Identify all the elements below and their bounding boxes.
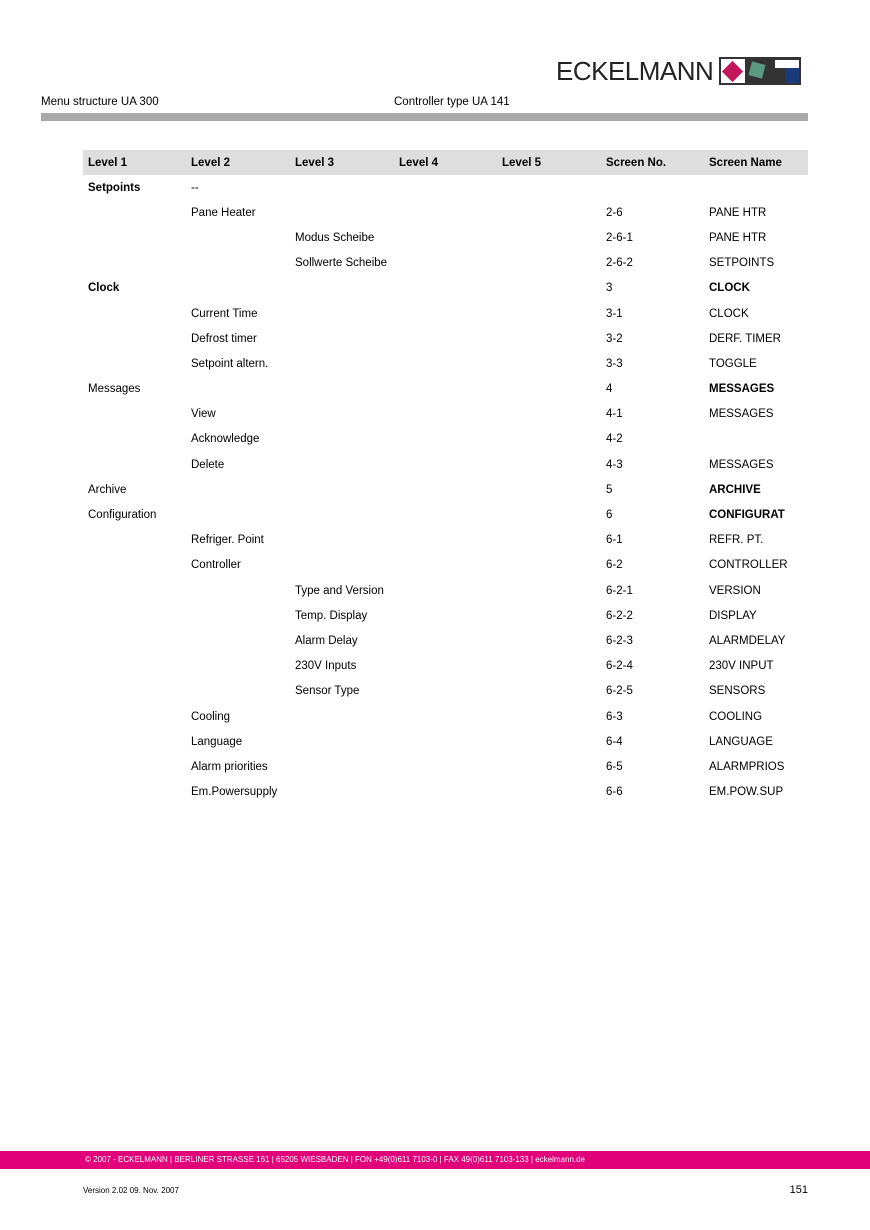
level4-cell [394, 200, 497, 225]
screen-number-cell: 6-1 [606, 534, 623, 547]
level5-cell [497, 502, 601, 527]
level2-cell: Refriger. Point [191, 534, 264, 547]
level5-cell [497, 175, 601, 200]
table-row [83, 175, 808, 200]
level5-cell [497, 528, 601, 553]
screen-name-cell: CONFIGURAT [709, 509, 785, 522]
table-row [83, 780, 808, 805]
level4-cell [394, 628, 497, 653]
level3-cell [290, 200, 394, 225]
header-controller-type: Controller type UA 141 [394, 96, 510, 108]
screen-name-cell: COOLING [709, 710, 763, 723]
level1-cell [83, 351, 186, 376]
level5-cell [497, 377, 601, 402]
level2-cell [186, 654, 290, 679]
level5-cell [497, 628, 601, 653]
table-row [83, 377, 808, 402]
level1-cell [83, 225, 186, 250]
level2-cell [186, 251, 290, 276]
screen-number-cell: 4 [606, 383, 613, 396]
screen-name-cell: TOGGLE [709, 357, 757, 370]
level5-cell [497, 704, 601, 729]
screen-number-cell: 6-2-3 [606, 634, 633, 647]
screen-name-cell: CONTROLLER [709, 559, 788, 572]
level4-cell [394, 225, 497, 250]
level1-cell [83, 679, 186, 704]
screen-number-cell: 6-2-5 [606, 685, 633, 698]
level5-cell [497, 553, 601, 578]
screen-number-cell: 2-6-1 [606, 231, 633, 244]
level4-cell [394, 351, 497, 376]
screen-number-cell: 6-2-1 [606, 584, 633, 597]
column-header: Level 1 [83, 150, 186, 175]
screen-number-cell: 3-1 [606, 307, 623, 320]
level4-cell [394, 704, 497, 729]
menu-structure-table [83, 150, 808, 805]
level1-cell: Messages [88, 383, 141, 396]
level2-cell [186, 377, 290, 402]
level2-cell: Acknowledge [191, 433, 260, 446]
level5-cell [497, 402, 601, 427]
screen-name-cell [704, 427, 808, 452]
table-row [83, 276, 808, 301]
level2-cell [186, 225, 290, 250]
table-row [83, 200, 808, 225]
level2-cell: View [191, 408, 216, 421]
screen-name-cell: CLOCK [709, 282, 750, 295]
level5-cell [497, 326, 601, 351]
level1-cell [83, 251, 186, 276]
level2-cell: Cooling [191, 710, 230, 723]
screen-name-cell: SETPOINTS [709, 257, 775, 270]
table-row [83, 225, 808, 250]
level3-cell [290, 780, 394, 805]
table-row [83, 628, 808, 653]
column-header: Screen Name [704, 150, 808, 175]
logo-mark-icon [719, 57, 801, 85]
level1-cell [83, 301, 186, 326]
level4-cell [394, 402, 497, 427]
screen-name-cell: EM.POW.SUP [709, 786, 784, 799]
screen-number-cell: 6-4 [606, 735, 623, 748]
level4-cell [394, 452, 497, 477]
column-header: Level 4 [394, 150, 497, 175]
table-row [83, 402, 808, 427]
screen-number-cell: 4-1 [606, 408, 623, 421]
level1-cell [83, 427, 186, 452]
level4-cell [394, 528, 497, 553]
header-rule [41, 113, 808, 121]
level4-cell [394, 603, 497, 628]
table-row [83, 452, 808, 477]
level4-cell [394, 654, 497, 679]
level3-cell [290, 175, 394, 200]
level2-cell [186, 276, 290, 301]
screen-name-cell: LANGUAGE [709, 735, 773, 748]
screen-name-cell: ARCHIVE [709, 483, 761, 496]
level4-cell [394, 301, 497, 326]
level3-cell [290, 326, 394, 351]
screen-name-cell: MESSAGES [709, 408, 774, 421]
screen-name-cell: SENSORS [709, 685, 766, 698]
level1-cell [83, 603, 186, 628]
level3-cell [290, 528, 394, 553]
level4-cell [394, 729, 497, 754]
column-header: Level 3 [290, 150, 394, 175]
table-body [83, 175, 808, 805]
level2-cell: Pane Heater [191, 206, 256, 219]
level5-cell [497, 225, 601, 250]
level2-cell [186, 628, 290, 653]
screen-number-cell: 5 [606, 483, 613, 496]
level4-cell [394, 175, 497, 200]
level3-cell: Sensor Type [295, 685, 360, 698]
page-number: 151 [789, 1184, 808, 1196]
screen-name-cell: PANE HTR [709, 206, 767, 219]
level5-cell [497, 654, 601, 679]
level3-cell [290, 704, 394, 729]
table-row [83, 326, 808, 351]
level2-cell: -- [191, 181, 199, 194]
level3-cell: Type and Version [295, 584, 384, 597]
level4-cell [394, 477, 497, 502]
level5-cell [497, 301, 601, 326]
level2-cell [186, 603, 290, 628]
level5-cell [497, 780, 601, 805]
level1-cell [83, 200, 186, 225]
level2-cell: Setpoint altern. [191, 357, 269, 370]
screen-name-cell: VERSION [709, 584, 761, 597]
screen-name-cell [704, 175, 808, 200]
screen-name-cell: DISPLAY [709, 609, 757, 622]
table-row [83, 251, 808, 276]
level3-cell [290, 301, 394, 326]
level2-cell: Defrost timer [191, 332, 257, 345]
table-header-row [83, 150, 808, 175]
level3-cell [290, 377, 394, 402]
screen-number-cell [601, 175, 704, 200]
level4-cell [394, 251, 497, 276]
level5-cell [497, 276, 601, 301]
red-diamond-icon [719, 57, 745, 85]
table-row [83, 502, 808, 527]
level3-cell [290, 427, 394, 452]
level2-cell: Alarm priorities [191, 760, 268, 773]
level4-cell [394, 679, 497, 704]
level4-cell [394, 578, 497, 603]
level1-cell [83, 402, 186, 427]
level2-cell: Current Time [191, 307, 258, 320]
level2-cell [186, 679, 290, 704]
version-info: Version 2.02 09. Nov. 2007 [83, 1186, 179, 1195]
screen-number-cell: 4-3 [606, 458, 623, 471]
table-row [83, 679, 808, 704]
screen-number-cell: 3-3 [606, 357, 623, 370]
level1-cell [83, 326, 186, 351]
level4-cell [394, 276, 497, 301]
screen-number-cell: 6-2 [606, 559, 623, 572]
level5-cell [497, 603, 601, 628]
screen-number-cell: 3 [606, 282, 613, 295]
level2-cell: Language [191, 735, 243, 748]
screen-number-cell: 4-2 [606, 433, 623, 446]
level5-cell [497, 578, 601, 603]
level3-cell: Alarm Delay [295, 634, 358, 647]
level1-cell [83, 628, 186, 653]
level5-cell [497, 351, 601, 376]
level1-cell: Clock [88, 282, 120, 295]
level4-cell [394, 427, 497, 452]
screen-number-cell: 6-5 [606, 760, 623, 773]
level3-cell [290, 502, 394, 527]
level2-cell [186, 578, 290, 603]
table-row [83, 528, 808, 553]
screen-name-cell: PANE HTR [709, 231, 767, 244]
level5-cell [497, 477, 601, 502]
screen-name-cell: CLOCK [709, 307, 749, 320]
level1-cell [83, 578, 186, 603]
level3-cell: Sollwerte Scheibe [295, 257, 388, 270]
level5-cell [497, 200, 601, 225]
level1-cell [83, 553, 186, 578]
level3-cell [290, 402, 394, 427]
table-row [83, 351, 808, 376]
screen-number-cell: 2-6-2 [606, 257, 633, 270]
level1-cell [83, 654, 186, 679]
level1-cell [83, 780, 186, 805]
level4-cell [394, 377, 497, 402]
level5-cell [497, 251, 601, 276]
table-row [83, 477, 808, 502]
table-row [83, 704, 808, 729]
level5-cell [497, 729, 601, 754]
level3-cell [290, 754, 394, 779]
header-document-title: Menu structure UA 300 [41, 96, 159, 108]
column-header: Screen No. [601, 150, 704, 175]
level2-cell [186, 502, 290, 527]
level1-cell: Archive [88, 483, 127, 496]
level4-cell [394, 502, 497, 527]
level3-cell: 230V Inputs [295, 660, 357, 673]
level1-cell [83, 528, 186, 553]
footer-address-bar: © 2007 - ECKELMANN | BERLINER STRASSE 161 | 65205 WIESBADEN | FON +49(0)611 7103-0 | FAX 49(0)611 7103-133 | eckelmann.de [0, 1151, 870, 1169]
table-row [83, 729, 808, 754]
level3-cell [290, 553, 394, 578]
screen-number-cell: 6-2-2 [606, 609, 633, 622]
brand-name: ECKELMANN [556, 56, 714, 86]
level5-cell [497, 679, 601, 704]
level1-cell [83, 754, 186, 779]
screen-name-cell: 230V INPUT [709, 660, 774, 673]
level5-cell [497, 452, 601, 477]
screen-name-cell: MESSAGES [709, 383, 775, 396]
level1-cell: Setpoints [88, 181, 141, 194]
table-row [83, 301, 808, 326]
screen-number-cell: 6-6 [606, 786, 623, 799]
level3-cell [290, 452, 394, 477]
level4-cell [394, 553, 497, 578]
blue-t-icon [771, 57, 801, 85]
level1-cell [83, 452, 186, 477]
level5-cell [497, 754, 601, 779]
column-header: Level 2 [186, 150, 290, 175]
level4-cell [394, 780, 497, 805]
table-row [83, 754, 808, 779]
green-square-icon [745, 57, 771, 85]
screen-name-cell: ALARMDELAY [709, 634, 786, 647]
level5-cell [497, 427, 601, 452]
level4-cell [394, 326, 497, 351]
level3-cell [290, 729, 394, 754]
table-row [83, 654, 808, 679]
screen-name-cell: REFR. PT. [709, 534, 764, 547]
level4-cell [394, 754, 497, 779]
screen-name-cell: MESSAGES [709, 458, 774, 471]
level2-cell [186, 477, 290, 502]
screen-number-cell: 2-6 [606, 206, 623, 219]
table-row [83, 578, 808, 603]
screen-number-cell: 6-2-4 [606, 660, 633, 673]
table-row [83, 603, 808, 628]
level1-cell [83, 704, 186, 729]
table-row [83, 427, 808, 452]
level3-cell: Temp. Display [295, 609, 368, 622]
screen-number-cell: 6 [606, 509, 613, 522]
level1-cell [83, 729, 186, 754]
column-header: Level 5 [497, 150, 601, 175]
level2-cell: Em.Powersupply [191, 786, 278, 799]
screen-name-cell: DERF. TIMER [709, 332, 781, 345]
level3-cell [290, 351, 394, 376]
level1-cell: Configuration [88, 509, 157, 522]
level2-cell: Delete [191, 458, 225, 471]
level3-cell: Modus Scheibe [295, 231, 375, 244]
level3-cell [290, 477, 394, 502]
brand-logo [556, 57, 801, 85]
screen-name-cell: ALARMPRIOS [709, 760, 785, 773]
level3-cell [290, 276, 394, 301]
table-row [83, 553, 808, 578]
screen-number-cell: 6-3 [606, 710, 623, 723]
screen-number-cell: 3-2 [606, 332, 623, 345]
level2-cell: Controller [191, 559, 241, 572]
